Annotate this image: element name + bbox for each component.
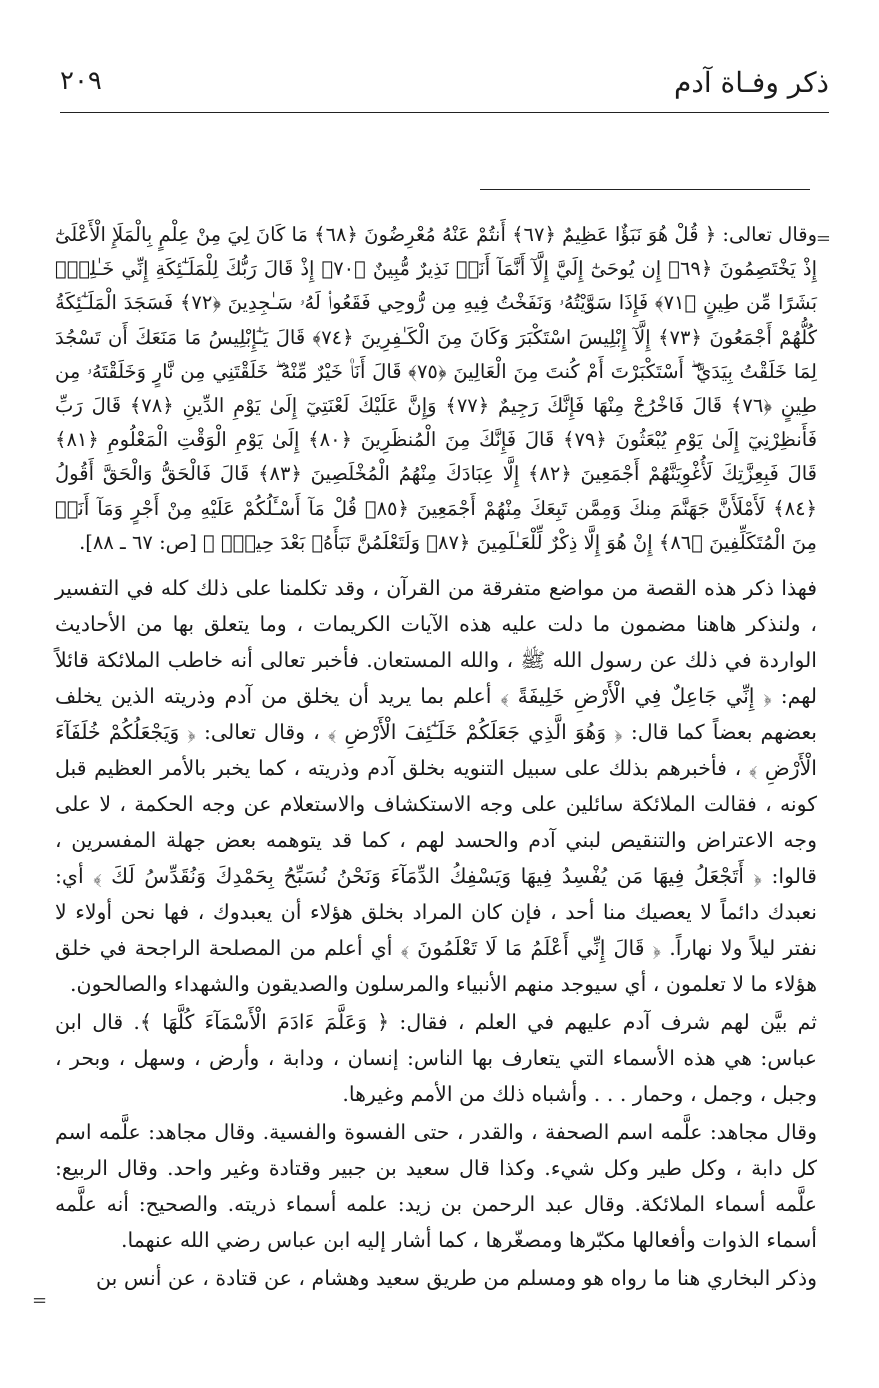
running-title: ذكر وفـاة آدم [674, 66, 829, 99]
quran-quote-block: وقال تعالى: ﴿ قُلْ هُوَ نَبَؤٌا عَظِيمٌ ﴿٦٧﴾ أَنتُمْ عَنْهُ مُعْرِضُونَ ﴿٦٨﴾ مَا كَانَ لِيَ مِنْ عِلْمٍ بِالْمَلَإِ الْأَعْلَىٰٓ إِذْ يَخْتَصِمُونَ ﴿٦٩﴾ إِن يُوحَىٰٓ إِلَيَّ إِلَّآ أَنَّمَآ أَنَا۠ نَذِيرٌ مُّبِينٌ ﴿٧٠﴾ إِذْ قَالَ رَبُّكَ لِلْمَلَـٰٓئِكَةِ إِنِّي خَـٰلِقٌۢ بَشَرًا مِّن طِينٍ ﴿٧١﴾ فَإِذَا سَوَّيْتُهُۥ وَنَفَخْتُ فِيهِ مِن رُّوحِي فَقَعُوا۟ لَهُۥ سَـٰجِدِينَ ﴿٧٢﴾ فَسَجَدَ الْمَلَـٰٓئِكَةُ كُلُّهُمْ أَجْمَعُونَ ﴿٧٣﴾ إِلَّآ إِبْلِيسَ اسْتَكْبَرَ وَكَانَ مِنَ الْكَـٰفِرِينَ ﴿٧٤﴾ قَالَ يَـٰٓإِبْلِيسُ مَا مَنَعَكَ أَن تَسْجُدَ لِمَا خَلَقْتُ بِيَدَيَّ ۖ أَسْتَكْبَرْتَ أَمْ كُنتَ مِنَ الْعَالِينَ ﴿٧٥﴾ قَالَ أَنَا۠ خَيْرٌ مِّنْهُ ۖ خَلَقْتَنِي مِن نَّارٍ وَخَلَقْتَهُۥ مِن طِينٍ ﴿٧٦﴾ قَالَ فَاخْرُجْ مِنْهَا فَإِنَّكَ رَجِيمٌ ﴿٧٧﴾ وَإِنَّ عَلَيْكَ لَعْنَتِيٓ إِلَىٰ يَوْمِ الدِّينِ ﴿٧٨﴾ قَالَ رَبِّ فَأَنظِرْنِيٓ إِلَىٰ يَوْمِ يُبْعَثُونَ ﴿٧٩﴾ قَالَ فَإِنَّكَ مِنَ الْمُنظَرِينَ ﴿٨٠﴾ إِلَىٰ يَوْمِ الْوَقْتِ الْمَعْلُومِ ﴿٨١﴾ قَالَ فَبِعِزَّتِكَ لَأُغْوِيَنَّهُمْ أَجْمَعِينَ ﴿٨٢﴾ إِلَّا عِبَادَكَ مِنْهُمُ الْمُخْلَصِينَ ﴿٨٣﴾ قَالَ فَالْحَقُّ وَالْحَقَّ أَقُولُ ﴿٨٤﴾ لَأَمْلَأَنَّ جَهَنَّمَ مِنكَ وَمِمَّن تَبِعَكَ مِنْهُمْ أَجْمَعِينَ ﴿٨٥﴾ قُلْ مَآ أَسْـَٔلُكُمْ عَلَيْهِ مِنْ أَجْرٍ وَمَآ أَنَا۠ مِنَ الْمُتَكَلِّفِينَ ﴿٨٦﴾ إِنْ هُوَ إِلَّا ذِكْرٌ لِّلْعَـٰلَمِينَ ﴿٨٧﴾ وَلَتَعْلَمُنَّ نَبَأَهُۥ بَعْدَ حِينٍۭ ﴾ [ص: ٦٧ ـ ٨٨]. [55, 223, 818, 554]
page-header [60, 62, 829, 106]
continuation-mark-bottom: = [32, 1290, 48, 1311]
paragraph-3: وقال مجاهد: علَّمه اسم الصحفة ، والقدر ، حتى الفسوة والفسية. وقال مجاهد: علَّمه اسم كل دابة ، وكل طير وكل شيء. وكذا قال سعيد بن جبير وقتادة وغير واحد. وقال الربيع: علَّمه أسماء الملائكة. وقال عبد الرحمن بن زيد: علمه أسماء ذريته. والصحيح: أنه علَّمه أسماء الذوات وأفعالها مكبّرها ومصغّرها ، كما أشار إليه ابن عباس رضي الله عنهما. [55, 1120, 817, 1253]
paragraph-2: ثم بيَّن لهم شرف آدم عليهم في العلم ، فقال: ﴿ وَعَلَّمَ ءَادَمَ الْأَسْمَآءَ كُلَّهَا ﴾. قال ابن عباس: هي هذه الأسماء التي يتعارف بها الناس: إنسان ، ودابة ، وأرض ، وسهل ، وبحر ، وجبل ، وجمل ، وحمار . . . وأشباه ذلك من الأمم وغيرها. [55, 1010, 817, 1107]
paragraph-4: وذكر البخاري هنا ما رواه هو ومسلم من طريق سعيد وهشام ، عن قتادة ، عن أنس بن [96, 1266, 817, 1291]
footnote-separator [480, 189, 810, 190]
continuation-mark-top: = [815, 228, 831, 249]
page-number: ٢٠٩ [60, 66, 102, 96]
paragraph-1: فهذا ذكر هذه القصة من مواضع متفرقة من القرآن ، وقد تكلمنا على ذلك كله في التفسير ، ولنذكر هاهنا مضمون ما دلت عليه هذه الآيات الكريمات ، وما يتعلق بها من الأحاديث الواردة في ذلك عن رسول الله ﷺ ، والله المستعان. فأخبر تعالى أنه خاطب الملائكة قائلاً لهم: ﴿ إِنِّي جَاعِلٌ فِي الْأَرْضِ خَلِيفَةً ﴾ أعلم بما يريد أن يخلق من آدم وذريته الذين يخلف بعضهم بعضاً كما قال: ﴿ وَهُوَ الَّذِي جَعَلَكُمْ خَلَـٰٓئِفَ الْأَرْضِ ﴾ ، وقال تعالى: ﴿ وَيَجْعَلُكُمْ خُلَفَآءَ الْأَرْضِ ﴾ ، فأخبرهم بذلك على سبيل التنويه بخلق آدم وذريته ، كما يخبر بالأمر العظيم قبل كونه ، فقالت الملائكة سائلين على وجه الاستكشاف والاستعلام عن وجه الحكمة ، لا على وجه الاعتراض والتنقيص لبني آدم والحسد لهم ، كما قد يتوهمه بعض جهلة المفسرين ، قالوا: ﴿ أَتَجْعَلُ فِيهَا مَن يُفْسِدُ فِيهَا وَيَسْفِكُ الدِّمَآءَ وَنَحْنُ نُسَبِّحُ بِحَمْدِكَ وَنُقَدِّسُ لَكَ ﴾ أي: نعبدك دائماً لا يعصيك منا أحد ، فإن كان المراد بخلق هؤلاء أن يعبدوك ، فها نحن أولاء لا نفتر ليلاً ولا نهاراً. ﴿ قَالَ إِنِّي أَعْلَمُ مَا لَا تَعْلَمُونَ ﴾ أي أعلم من المصلحة الراجحة في خلق هؤلاء ما لا تعلمون ، أي سيوجد منهم الأنبياء والمرسلون والصديقون والشهداء والصالحون. [55, 576, 817, 997]
header-rule [60, 112, 829, 113]
page-body [55, 218, 817, 1296]
